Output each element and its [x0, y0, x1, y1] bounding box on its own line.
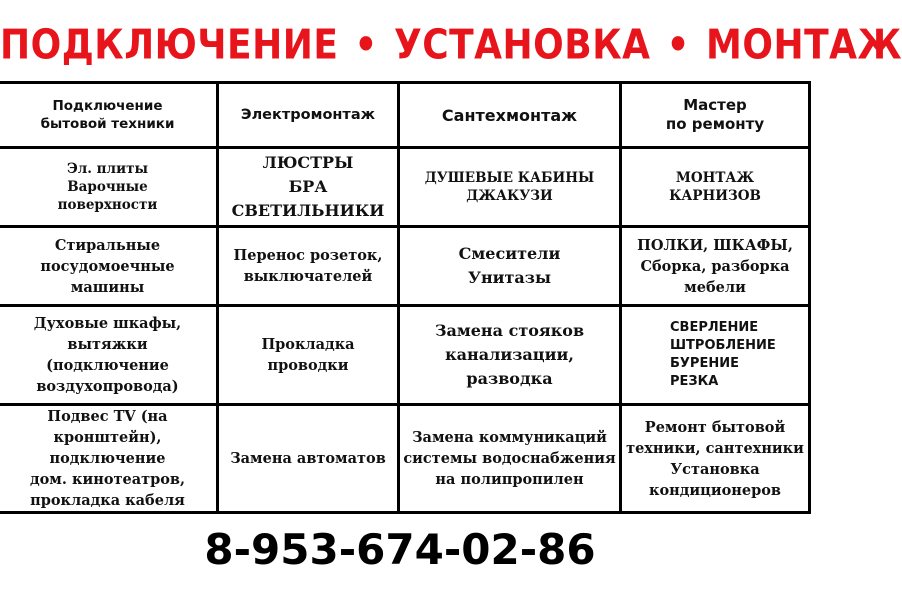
- column-header-appliances: Подключение бытовой техники: [0, 83, 218, 148]
- table-row: [0, 227, 810, 306]
- headline-part-2: УСТАНОВКА: [393, 21, 651, 69]
- column-header-handyman: Мастер по ремонту: [621, 83, 810, 148]
- table-cell: Перенос розеток, выключателей: [218, 227, 399, 306]
- table-row: [0, 306, 810, 405]
- table-cell: ДУШЕВЫЕ КАБИНЫ ДЖАКУЗИ: [399, 148, 621, 227]
- table-cell: ПОЛКИ, ШКАФЫ, Сборка, разборка мебели: [621, 227, 810, 306]
- table-cell: Эл. плиты Варочные поверхности: [0, 148, 218, 227]
- services-table: [0, 81, 811, 514]
- table-cell: ЛЮСТРЫ БРА СВЕТИЛЬНИКИ: [218, 148, 399, 227]
- table-cell: Замена коммуникаций системы водоснабжения на полипропилен: [399, 405, 621, 513]
- table-cell: Замена автоматов: [218, 405, 399, 513]
- table-header-row: [0, 83, 810, 148]
- phone-number: 8-953-674-02-86: [204, 525, 596, 574]
- table-cell: Смесители Унитазы: [399, 227, 621, 306]
- table-cell: Подвес TV (на кронштейн), подключение дом. кинотеатров, прокладка кабеля: [0, 405, 218, 513]
- table-cell: Ремонт бытовой техники, сантехники Установка кондиционеров: [621, 405, 810, 513]
- headline-part-3: МОНТАЖ: [706, 21, 902, 69]
- table-cell: Замена стояков канализации, разводка: [399, 306, 621, 405]
- headline-separator-1: •: [354, 21, 378, 69]
- table-cell: Духовые шкафы, вытяжки (подключение воздухопровода): [0, 306, 218, 405]
- table-cell: Стиральные посудомоечные машины: [0, 227, 218, 306]
- table-cell: Прокладка проводки: [218, 306, 399, 405]
- table-cell: МОНТАЖ КАРНИЗОВ: [621, 148, 810, 227]
- table-row: [0, 405, 810, 513]
- table-cell: СВЕРЛЕНИЕ ШТРОБЛЕНИЕ БУРЕНИЕ РЕЗКА: [621, 306, 810, 405]
- headline-part-1: ПОДКЛЮЧЕНИЕ: [0, 21, 339, 69]
- table-row: [0, 148, 810, 227]
- column-header-plumbing: Сантехмонтаж: [399, 83, 621, 148]
- headline-separator-2: •: [666, 21, 691, 69]
- headline: [0, 12, 902, 81]
- column-header-electrical: Электромонтаж: [218, 83, 399, 148]
